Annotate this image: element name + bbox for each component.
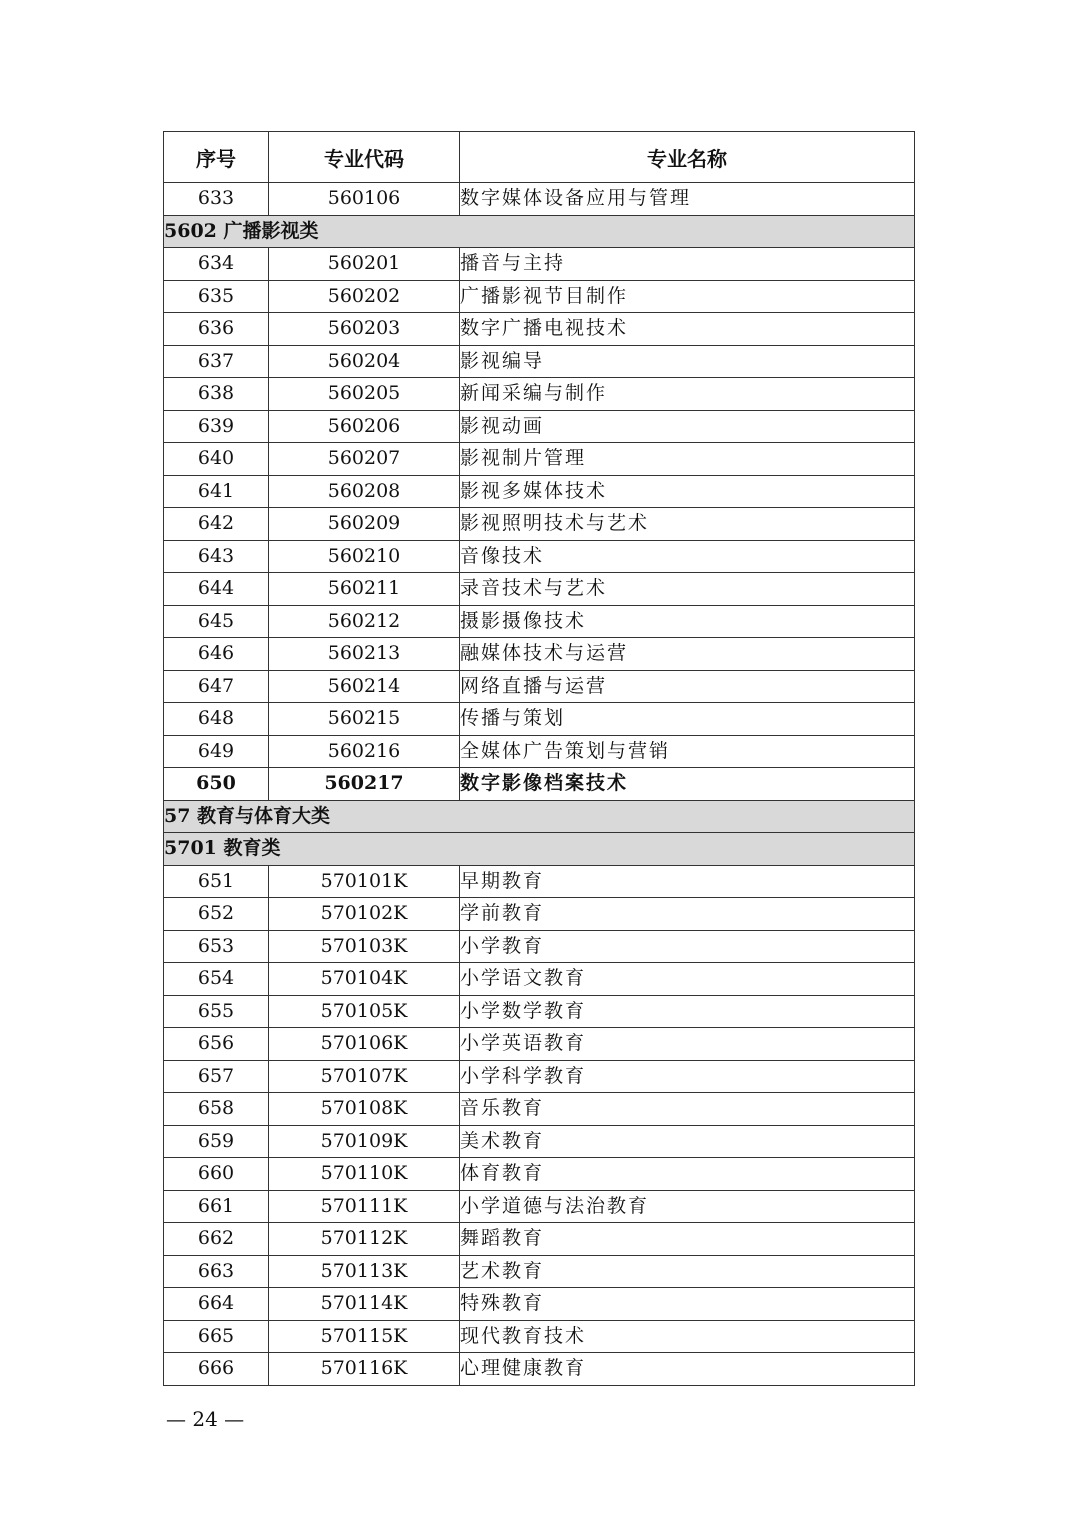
code-cell: 570107K — [269, 1060, 460, 1093]
seq-cell: 648 — [164, 703, 269, 736]
seq-cell: 657 — [164, 1060, 269, 1093]
name-cell: 传播与策划 — [460, 703, 915, 736]
code-cell: 570102K — [269, 898, 460, 931]
name-cell: 现代教育技术 — [460, 1320, 915, 1353]
code-cell: 560206 — [269, 410, 460, 443]
code-cell: 560216 — [269, 735, 460, 768]
name-cell: 摄影摄像技术 — [460, 605, 915, 638]
code-cell: 570104K — [269, 963, 460, 996]
table-row — [164, 605, 915, 638]
category-label: 5701 教育类 — [164, 833, 915, 866]
seq-cell: 641 — [164, 475, 269, 508]
code-cell: 560211 — [269, 573, 460, 606]
seq-cell: 663 — [164, 1255, 269, 1288]
name-cell: 美术教育 — [460, 1125, 915, 1158]
code-cell: 570109K — [269, 1125, 460, 1158]
table-row — [164, 638, 915, 671]
seq-cell: 660 — [164, 1158, 269, 1191]
table-row — [164, 313, 915, 346]
name-cell: 小学数学教育 — [460, 995, 915, 1028]
table-row — [164, 930, 915, 963]
code-cell: 560212 — [269, 605, 460, 638]
seq-cell: 642 — [164, 508, 269, 541]
code-cell: 560210 — [269, 540, 460, 573]
table-header-row — [164, 132, 915, 183]
code-cell: 560203 — [269, 313, 460, 346]
major-category-label: 57 教育与体育大类 — [164, 800, 915, 833]
table-row — [164, 1125, 915, 1158]
name-cell: 小学英语教育 — [460, 1028, 915, 1061]
name-cell: 录音技术与艺术 — [460, 573, 915, 606]
table-row — [164, 1353, 915, 1386]
code-cell: 560106 — [269, 183, 460, 216]
seq-cell: 639 — [164, 410, 269, 443]
major-category-row — [164, 800, 915, 833]
seq-cell: 635 — [164, 280, 269, 313]
table-row — [164, 898, 915, 931]
seq-cell: 664 — [164, 1288, 269, 1321]
table-row — [164, 995, 915, 1028]
table-row — [164, 1223, 915, 1256]
name-cell: 小学道德与法治教育 — [460, 1190, 915, 1223]
table-row — [164, 573, 915, 606]
name-cell: 艺术教育 — [460, 1255, 915, 1288]
table-row — [164, 1288, 915, 1321]
seq-cell: 661 — [164, 1190, 269, 1223]
table-row — [164, 475, 915, 508]
name-cell: 数字影像档案技术 — [460, 768, 915, 801]
code-cell: 570110K — [269, 1158, 460, 1191]
table-row — [164, 1028, 915, 1061]
table-row — [164, 443, 915, 476]
name-cell: 音乐教育 — [460, 1093, 915, 1126]
seq-cell: 640 — [164, 443, 269, 476]
seq-cell: 658 — [164, 1093, 269, 1126]
code-cell: 570113K — [269, 1255, 460, 1288]
code-cell: 560205 — [269, 378, 460, 411]
page-number: — 24 — — [166, 1407, 245, 1431]
seq-cell: 651 — [164, 865, 269, 898]
table-row — [164, 670, 915, 703]
category-row — [164, 215, 915, 248]
table-body — [164, 183, 915, 1386]
name-cell: 小学语文教育 — [460, 963, 915, 996]
table-row — [164, 963, 915, 996]
name-cell: 小学教育 — [460, 930, 915, 963]
table-row — [164, 345, 915, 378]
seq-cell: 665 — [164, 1320, 269, 1353]
name-cell: 心理健康教育 — [460, 1353, 915, 1386]
name-cell: 小学科学教育 — [460, 1060, 915, 1093]
seq-cell: 643 — [164, 540, 269, 573]
code-cell: 560217 — [269, 768, 460, 801]
name-cell: 新闻采编与制作 — [460, 378, 915, 411]
table-row — [164, 248, 915, 281]
table-row — [164, 865, 915, 898]
seq-cell: 659 — [164, 1125, 269, 1158]
table-row — [164, 410, 915, 443]
table-row — [164, 378, 915, 411]
category-row — [164, 833, 915, 866]
code-cell: 570112K — [269, 1223, 460, 1256]
seq-cell: 638 — [164, 378, 269, 411]
name-cell: 特殊教育 — [460, 1288, 915, 1321]
header-name: 专业名称 — [460, 132, 915, 183]
seq-cell: 655 — [164, 995, 269, 1028]
seq-cell: 656 — [164, 1028, 269, 1061]
code-cell: 560201 — [269, 248, 460, 281]
name-cell: 音像技术 — [460, 540, 915, 573]
seq-cell: 650 — [164, 768, 269, 801]
seq-cell: 649 — [164, 735, 269, 768]
code-cell: 570103K — [269, 930, 460, 963]
seq-cell: 647 — [164, 670, 269, 703]
seq-cell: 637 — [164, 345, 269, 378]
name-cell: 影视编导 — [460, 345, 915, 378]
seq-cell: 636 — [164, 313, 269, 346]
code-cell: 560204 — [269, 345, 460, 378]
code-cell: 560209 — [269, 508, 460, 541]
code-cell: 570108K — [269, 1093, 460, 1126]
seq-cell: 646 — [164, 638, 269, 671]
table-row — [164, 1060, 915, 1093]
seq-cell: 644 — [164, 573, 269, 606]
category-label: 5602 广播影视类 — [164, 215, 915, 248]
seq-cell: 652 — [164, 898, 269, 931]
code-cell: 560214 — [269, 670, 460, 703]
code-cell: 560202 — [269, 280, 460, 313]
code-cell: 570115K — [269, 1320, 460, 1353]
name-cell: 体育教育 — [460, 1158, 915, 1191]
code-cell: 570101K — [269, 865, 460, 898]
header-code: 专业代码 — [269, 132, 460, 183]
name-cell: 早期教育 — [460, 865, 915, 898]
code-cell: 570116K — [269, 1353, 460, 1386]
table-row — [164, 1255, 915, 1288]
name-cell: 学前教育 — [460, 898, 915, 931]
table-row — [164, 1190, 915, 1223]
code-cell: 570105K — [269, 995, 460, 1028]
name-cell: 数字广播电视技术 — [460, 313, 915, 346]
table-row — [164, 735, 915, 768]
table-row — [164, 1093, 915, 1126]
name-cell: 广播影视节目制作 — [460, 280, 915, 313]
table-row — [164, 1158, 915, 1191]
code-cell: 570114K — [269, 1288, 460, 1321]
seq-cell: 666 — [164, 1353, 269, 1386]
code-cell: 570111K — [269, 1190, 460, 1223]
table-row — [164, 703, 915, 736]
code-cell: 560208 — [269, 475, 460, 508]
name-cell: 播音与主持 — [460, 248, 915, 281]
name-cell: 融媒体技术与运营 — [460, 638, 915, 671]
name-cell: 网络直播与运营 — [460, 670, 915, 703]
name-cell: 全媒体广告策划与营销 — [460, 735, 915, 768]
table-row — [164, 508, 915, 541]
seq-cell: 645 — [164, 605, 269, 638]
name-cell: 影视制片管理 — [460, 443, 915, 476]
code-cell: 570106K — [269, 1028, 460, 1061]
table-row — [164, 280, 915, 313]
code-cell: 560215 — [269, 703, 460, 736]
table-row — [164, 183, 915, 216]
code-cell: 560213 — [269, 638, 460, 671]
header-seq: 序号 — [164, 132, 269, 183]
seq-cell: 634 — [164, 248, 269, 281]
code-cell: 560207 — [269, 443, 460, 476]
table-row — [164, 768, 915, 801]
name-cell: 影视多媒体技术 — [460, 475, 915, 508]
seq-cell: 633 — [164, 183, 269, 216]
table-row — [164, 1320, 915, 1353]
seq-cell: 662 — [164, 1223, 269, 1256]
seq-cell: 653 — [164, 930, 269, 963]
name-cell: 影视动画 — [460, 410, 915, 443]
table-row — [164, 540, 915, 573]
name-cell: 舞蹈教育 — [460, 1223, 915, 1256]
major-catalog-table — [163, 131, 915, 1386]
seq-cell: 654 — [164, 963, 269, 996]
name-cell: 影视照明技术与艺术 — [460, 508, 915, 541]
name-cell: 数字媒体设备应用与管理 — [460, 183, 915, 216]
